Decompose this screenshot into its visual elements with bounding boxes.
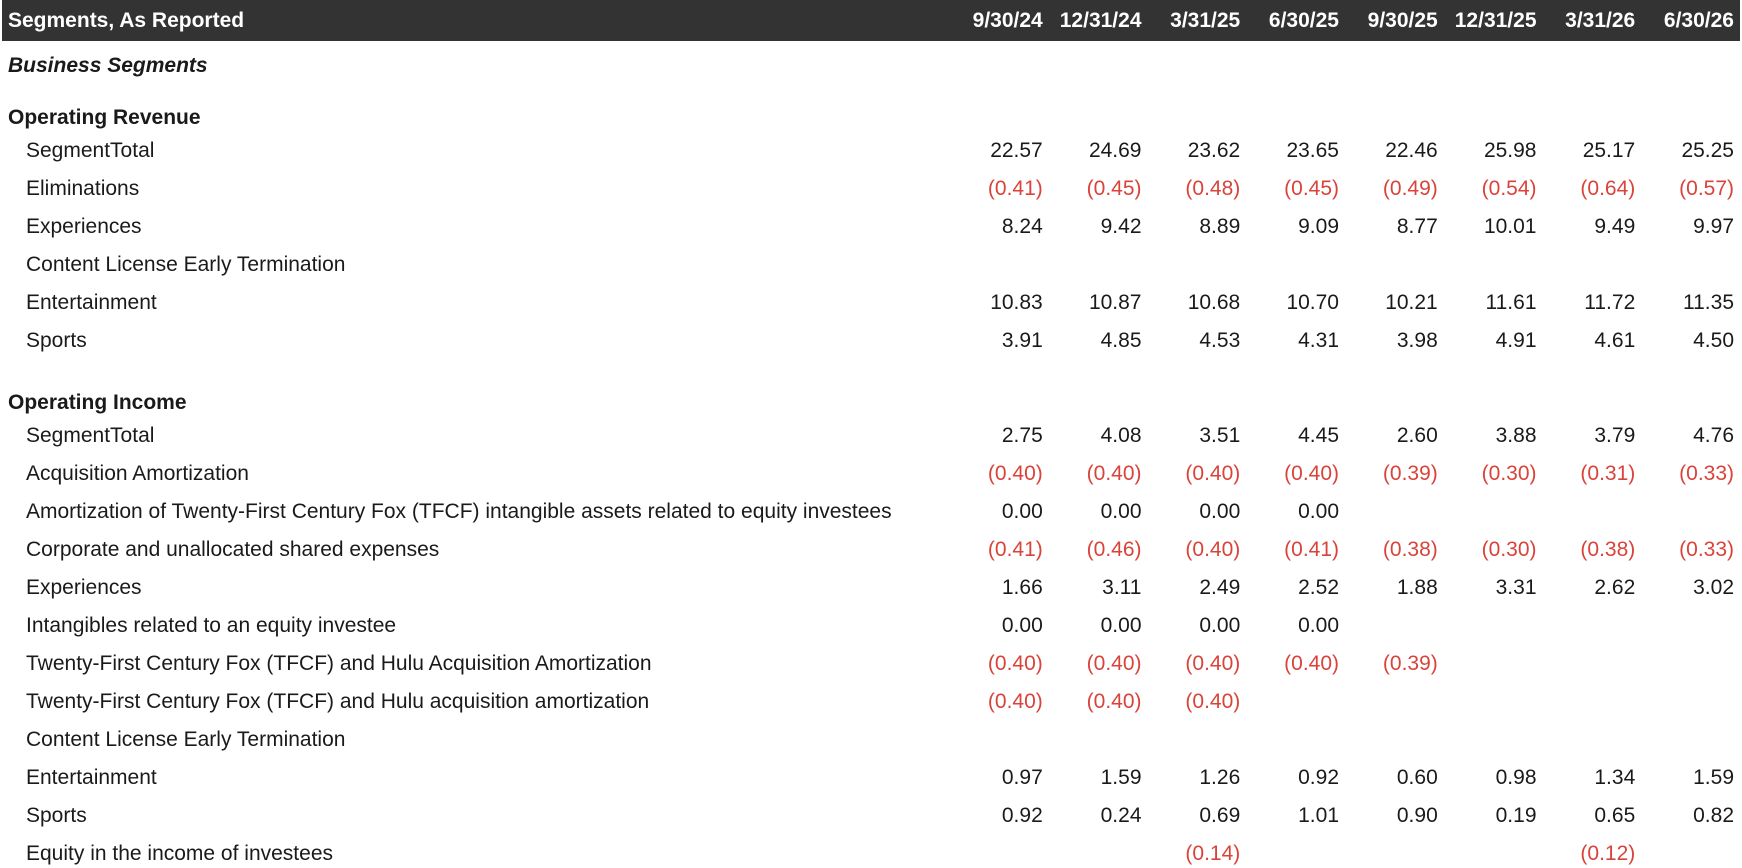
value-cell: (0.38) [1580,538,1636,561]
value-cell: 10.87 [1088,291,1142,314]
value-cell: 9.49 [1594,215,1636,238]
value-cell: (0.38) [1382,538,1438,561]
value-cell [1345,683,1444,721]
value-cell [1543,683,1642,721]
value-cell [1345,246,1444,284]
value-cell: 11.72 [1584,291,1636,314]
table-row [2,322,1740,360]
value-cell: (0.40) [1086,462,1142,485]
table-row [2,683,1740,721]
value-cell: (0.40) [987,652,1043,675]
value-cell [1049,835,1148,868]
table-body [2,41,1740,868]
value-cell: 3.31 [1495,576,1537,599]
group-header-row [2,91,1740,132]
value-cell: 8.77 [1396,215,1438,238]
value-cell: (0.30) [1481,462,1537,485]
value-cell: 0.19 [1495,804,1537,827]
table-header-row [2,0,1740,41]
value-cell: (0.41) [1284,538,1339,561]
period-header: 6/30/25 [1246,0,1345,41]
value-cell [1246,835,1345,868]
table-row [2,455,1740,493]
value-cell [1543,607,1642,645]
group-title: Operating Income [8,391,187,414]
value-cell: 3.79 [1594,424,1636,447]
value-cell: 3.98 [1396,329,1438,352]
value-cell: 25.25 [1681,139,1734,162]
value-cell: (0.31) [1580,462,1636,485]
value-cell: 0.00 [1001,500,1043,523]
value-cell: 10.01 [1483,215,1537,238]
spacer-row [2,360,1740,376]
value-cell [1444,683,1543,721]
value-cell [1148,721,1247,759]
value-cell: 3.91 [1001,329,1043,352]
section-title: Business Segments [8,54,208,77]
row-label: Intangibles related to an equity investee [26,614,397,637]
value-cell: 25.17 [1582,139,1636,162]
period-header: 9/30/25 [1345,0,1444,41]
table-row [2,645,1740,683]
row-label: Twenty-First Century Fox (TFCF) and Hulu acquisition amortization [26,690,650,713]
value-cell [950,721,1049,759]
table-row [2,797,1740,835]
value-cell: (0.40) [1086,690,1142,713]
value-cell [1641,246,1740,284]
table-row [2,170,1740,208]
value-cell [1641,645,1740,683]
value-cell: 0.82 [1693,804,1734,827]
group-header-row [2,376,1740,417]
value-cell [1641,493,1740,531]
table-title: Segments, As Reported [2,0,950,41]
value-cell: (0.40) [1086,652,1142,675]
value-cell [1345,835,1444,868]
value-cell: (0.30) [1481,538,1537,561]
value-cell: 4.85 [1100,329,1142,352]
table-row [2,607,1740,645]
value-cell: 0.69 [1199,804,1241,827]
table-row [2,417,1740,455]
value-cell: 1.34 [1594,766,1636,789]
value-cell [1641,835,1740,868]
row-label: Content License Early Termination [26,253,346,276]
value-cell: (0.45) [1284,177,1339,200]
value-cell [1049,246,1148,284]
value-cell: 4.08 [1100,424,1142,447]
value-cell: (0.39) [1382,462,1438,485]
value-cell: (0.40) [1185,538,1241,561]
value-cell [1543,645,1642,683]
value-cell: 4.50 [1693,329,1734,352]
value-cell [1148,246,1247,284]
value-cell: 11.35 [1683,291,1734,314]
value-cell [1444,645,1543,683]
section-title-row [2,41,1740,91]
segments-table [2,0,1740,868]
value-cell: 1.01 [1298,804,1339,827]
value-cell: 1.26 [1199,766,1241,789]
value-cell [1444,607,1543,645]
spacer-cell [2,360,1740,376]
table-row [2,208,1740,246]
value-cell [1444,493,1543,531]
value-cell [1049,721,1148,759]
table-row [2,493,1740,531]
value-cell: 24.69 [1088,139,1142,162]
value-cell: 8.24 [1001,215,1043,238]
value-cell: 0.00 [1199,500,1241,523]
value-cell: 3.02 [1693,576,1734,599]
value-cell: 10.68 [1187,291,1241,314]
row-label: SegmentTotal [26,139,155,162]
value-cell: 0.00 [1298,614,1339,637]
value-cell: (0.14) [1185,842,1241,865]
period-header: 6/30/26 [1641,0,1740,41]
value-cell: 0.98 [1495,766,1537,789]
value-cell: 2.49 [1199,576,1241,599]
value-cell: 1.59 [1693,766,1734,789]
table-row [2,284,1740,322]
value-cell: (0.40) [1185,690,1241,713]
value-cell [1543,493,1642,531]
row-label: Experiences [26,576,142,599]
value-cell: 23.62 [1187,139,1241,162]
table-row [2,835,1740,868]
period-header: 12/31/24 [1049,0,1148,41]
value-cell: 4.45 [1298,424,1339,447]
value-cell: 4.53 [1199,329,1241,352]
value-cell: 3.88 [1495,424,1537,447]
value-cell [1641,607,1740,645]
value-cell [1641,683,1740,721]
value-cell: 9.97 [1693,215,1734,238]
value-cell: (0.40) [1284,652,1339,675]
value-cell: 9.42 [1100,215,1142,238]
value-cell: 10.21 [1385,291,1438,314]
value-cell: 0.00 [1001,614,1043,637]
value-cell: (0.46) [1086,538,1142,561]
value-cell: (0.45) [1086,177,1142,200]
row-label: Corporate and unallocated shared expenses [26,538,440,561]
value-cell: (0.48) [1185,177,1241,200]
value-cell: 2.52 [1298,576,1339,599]
value-cell: 0.90 [1396,804,1438,827]
table-row [2,721,1740,759]
value-cell [950,246,1049,284]
value-cell: 11.61 [1485,291,1537,314]
period-header: 3/31/25 [1148,0,1247,41]
value-cell: (0.64) [1580,177,1636,200]
period-header: 3/31/26 [1543,0,1642,41]
value-cell: 0.92 [1298,766,1339,789]
value-cell [1246,683,1345,721]
value-cell [1543,246,1642,284]
value-cell: 10.83 [990,291,1043,314]
row-label: Acquisition Amortization [26,462,249,485]
value-cell: 0.00 [1100,614,1142,637]
value-cell: (0.12) [1580,842,1636,865]
value-cell [1543,721,1642,759]
value-cell: 1.88 [1396,576,1438,599]
value-cell: 0.97 [1001,766,1043,789]
value-cell [1345,607,1444,645]
value-cell: 0.00 [1199,614,1241,637]
row-label: Amortization of Twenty-First Century Fox (TFCF) intangible assets related to equity investees [26,500,892,523]
value-cell: 22.46 [1385,139,1438,162]
table-row [2,246,1740,284]
row-label: Sports [26,329,87,352]
row-label: Eliminations [26,177,140,200]
row-label: Twenty-First Century Fox (TFCF) and Hulu Acquisition Amortization [26,652,652,675]
value-cell: (0.40) [1284,462,1339,485]
value-cell: 25.98 [1483,139,1537,162]
row-label: Content License Early Termination [26,728,346,751]
value-cell [1444,835,1543,868]
value-cell: 0.00 [1298,500,1339,523]
value-cell: (0.40) [1185,462,1241,485]
table-row [2,531,1740,569]
value-cell: (0.41) [987,177,1043,200]
value-cell: (0.41) [987,538,1043,561]
value-cell: 1.59 [1100,766,1142,789]
period-header: 12/31/25 [1444,0,1543,41]
value-cell: 4.61 [1594,329,1636,352]
value-cell [1246,246,1345,284]
value-cell: (0.40) [1185,652,1241,675]
value-cell: (0.49) [1382,177,1438,200]
value-cell: (0.39) [1382,652,1438,675]
value-cell: (0.33) [1679,462,1734,485]
value-cell: 8.89 [1199,215,1241,238]
value-cell: 0.92 [1001,804,1043,827]
value-cell: 2.62 [1594,576,1636,599]
value-cell: 2.75 [1001,424,1043,447]
value-cell: 0.65 [1594,804,1636,827]
value-cell [1444,721,1543,759]
row-label: SegmentTotal [26,424,155,447]
row-label: Sports [26,804,87,827]
value-cell: 4.31 [1298,329,1339,352]
period-header: 9/30/24 [950,0,1049,41]
value-cell [1345,721,1444,759]
value-cell: (0.57) [1679,177,1734,200]
row-label: Entertainment [26,766,157,789]
row-label: Experiences [26,215,142,238]
value-cell: (0.33) [1679,538,1734,561]
value-cell: 4.76 [1693,424,1734,447]
value-cell [950,835,1049,868]
value-cell: 10.70 [1286,291,1339,314]
value-cell: 0.60 [1396,766,1438,789]
group-title: Operating Revenue [8,106,201,129]
value-cell [1641,721,1740,759]
row-label: Entertainment [26,291,157,314]
table-row [2,569,1740,607]
value-cell [1444,246,1543,284]
value-cell [1345,493,1444,531]
value-cell [1246,721,1345,759]
value-cell: 23.65 [1286,139,1339,162]
row-label: Equity in the income of investees [26,842,334,865]
value-cell: 3.11 [1102,576,1142,599]
value-cell: (0.40) [987,462,1043,485]
value-cell: 0.00 [1100,500,1142,523]
value-cell: (0.40) [987,690,1043,713]
table-row [2,759,1740,797]
value-cell: 1.66 [1001,576,1043,599]
value-cell: (0.54) [1481,177,1537,200]
table-row [2,132,1740,170]
value-cell: 3.51 [1199,424,1241,447]
value-cell: 0.24 [1100,804,1142,827]
value-cell: 2.60 [1396,424,1438,447]
value-cell: 22.57 [990,139,1043,162]
value-cell: 9.09 [1298,215,1339,238]
value-cell: 4.91 [1495,329,1537,352]
